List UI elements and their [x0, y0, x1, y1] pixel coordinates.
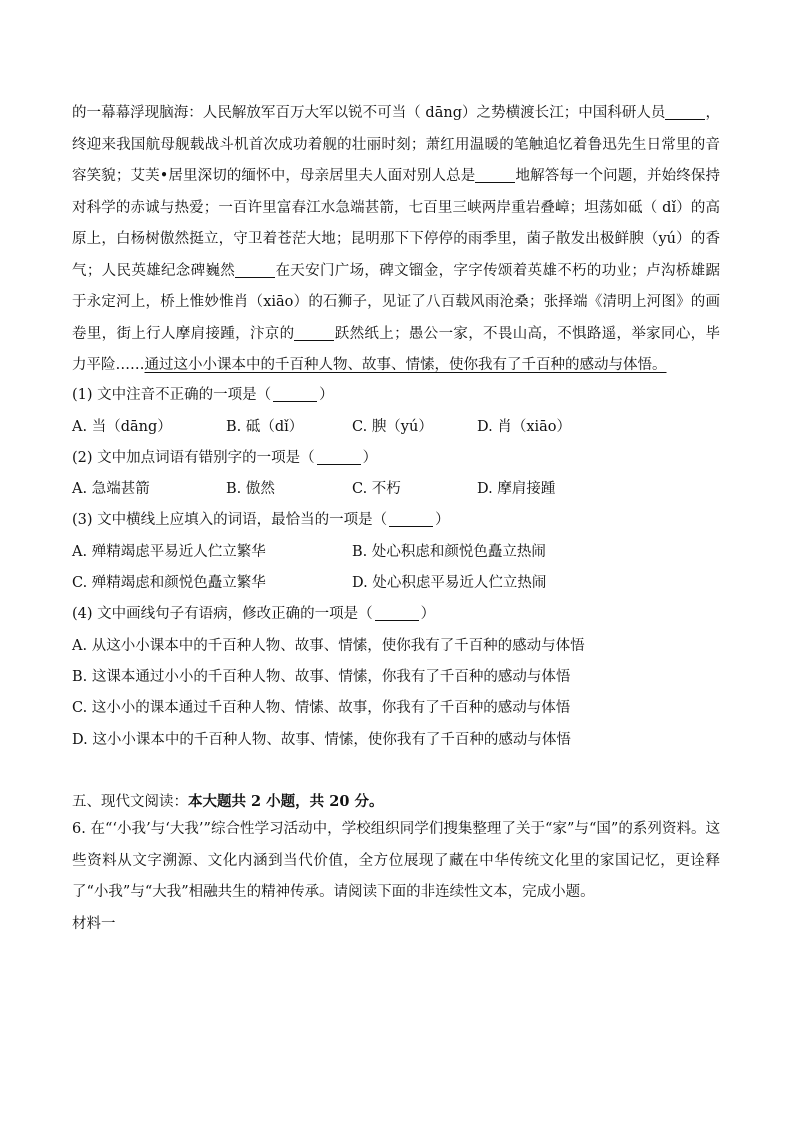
question-text: ） [435, 512, 450, 528]
passage-text: 地解答每一个问题，并始终保持对科学的赤诚与热爱；一百许里富春江水急端甚箭，七百里三峡两岸重岩叠嶂；坦荡如砥（ dǐ）的高原上，白杨树傲然挺立，守卫着苍茫大地；昆明那下下停停的雨季里，菌子散发出极鲜腴（yú）的香气；人民英雄纪念碑巍然 [72, 168, 720, 279]
section-heading [72, 790, 383, 811]
option-a[interactable]: A. 殚精竭虑平易近人伫立繁华 [72, 544, 266, 560]
question-2-stem [72, 446, 377, 468]
option-b[interactable]: B. 砥（dǐ） [226, 419, 304, 435]
option-d[interactable]: D. 摩肩接踵 [477, 481, 556, 497]
answer-blank [389, 512, 433, 528]
passage-text: 跃然纸上；愚公一家，不畏山高，不惧路遥，举家同心，毕力平险…… [72, 325, 720, 373]
question-2-options [72, 477, 720, 499]
fill-blank-4 [294, 325, 334, 341]
underlined-sentence: 通过这小小课本中的千百种人物、故事、情愫，使你我有了千百种的感动与体悟。 [144, 357, 667, 373]
option-c[interactable]: C. 不朽 [352, 481, 401, 497]
question-4-stem [72, 602, 435, 624]
question-text: (4) 文中画线句子有语病，修改正确的一项是（ [72, 606, 373, 622]
question-3-options-row-2 [72, 571, 720, 593]
material-label: 材料一 [72, 915, 116, 932]
option-b[interactable]: B. 这课本通过小小的千百种人物、故事、情愫，你我有了千百种的感动与体悟 [72, 669, 571, 685]
question-3-options-row-1 [72, 540, 720, 562]
question-1-options [72, 415, 720, 437]
question-6-intro [72, 814, 720, 940]
question-text: ） [362, 450, 378, 466]
answer-blank [273, 387, 317, 403]
question-text: (2) 文中加点词语有错别字的一项是（ [72, 450, 315, 466]
option-c[interactable]: C. 殚精竭虑和颜悦色矗立繁华 [72, 575, 266, 591]
fill-blank-2 [475, 168, 515, 184]
passage-text: 在天安门广场，碑文镏金，字字传颂着英雄不朽的功业；卢沟桥雄踞于永定河上，桥上惟妙惟肖（xiāo）的石狮子，见证了八百载风雨沧桑；张择端《清明上河图》的画卷里，街上行人摩肩接踵，汴京的 [72, 262, 721, 342]
answer-blank [375, 606, 419, 622]
question-text: ） [420, 606, 436, 622]
section-label: 五、现代文阅读： [72, 794, 188, 810]
question-text: ） [319, 387, 334, 403]
option-d[interactable]: D. 肖（xiāo） [477, 419, 572, 435]
option-d[interactable]: D. 这小小课本中的千百种人物、故事、情愫，使你我有了千百种的感动与体悟 [72, 732, 571, 748]
question-text: (3) 文中横线上应填入的词语，最恰当的一项是（ [72, 512, 388, 528]
answer-blank [317, 450, 361, 466]
option-a[interactable]: A. 从这小小课本中的千百种人物、故事、情愫，使你我有了千百种的感动与体悟 [72, 638, 585, 654]
option-b[interactable]: B. 傲然 [226, 481, 275, 497]
option-d[interactable]: D. 处心积虑平易近人伫立热闹 [352, 575, 547, 591]
option-b[interactable]: B. 处心积虑和颜悦色矗立热闹 [352, 544, 546, 560]
fill-blank-1 [665, 105, 705, 121]
fill-blank-3 [235, 262, 275, 278]
section-detail: 本大题共 2 小题，共 20 分。 [188, 793, 384, 810]
question-1-stem [72, 383, 334, 405]
passage-text: 的一幕幕浮现脑海：人民解放军百万大军以锐不可当（ dāng）之势横渡长江；中国科研人员 [72, 105, 666, 121]
reading-passage [72, 98, 720, 382]
option-c[interactable]: C. 腴（yú） [352, 419, 433, 435]
question-6-text: 6. 在“‘小我’与‘大我’”综合性学习活动中，学校组织同学们搜集整理了关于“家”与“国”的系列资料。这些资料从文字溯源、文化内涵到当代价值，全方位展现了藏在中华传统文化里的家国记忆，更诠释了“小我”与“大我”相融共生的精神传承。请阅读下面的非连续性文本，完成小题。 [72, 821, 720, 900]
option-a[interactable]: A. 当（dāng） [72, 419, 172, 435]
option-a[interactable]: A. 急端甚箭 [72, 481, 150, 497]
question-3-stem [72, 508, 450, 530]
passage-text: ，终迎来我国航母舰载战斗机首次成功着舰的壮丽时刻；萧红用温暖的笔触追忆着鲁迅先生日常里的音容笑貌；艾芙•居里深切的缅怀中，母亲居里夫人面对别人总是 [72, 105, 721, 184]
option-c[interactable]: C. 这小小的课本通过千百种人物、情愫、故事，你我有了千百种的感动与体悟 [72, 700, 571, 716]
question-text: (1) 文中注音不正确的一项是（ [72, 387, 272, 403]
